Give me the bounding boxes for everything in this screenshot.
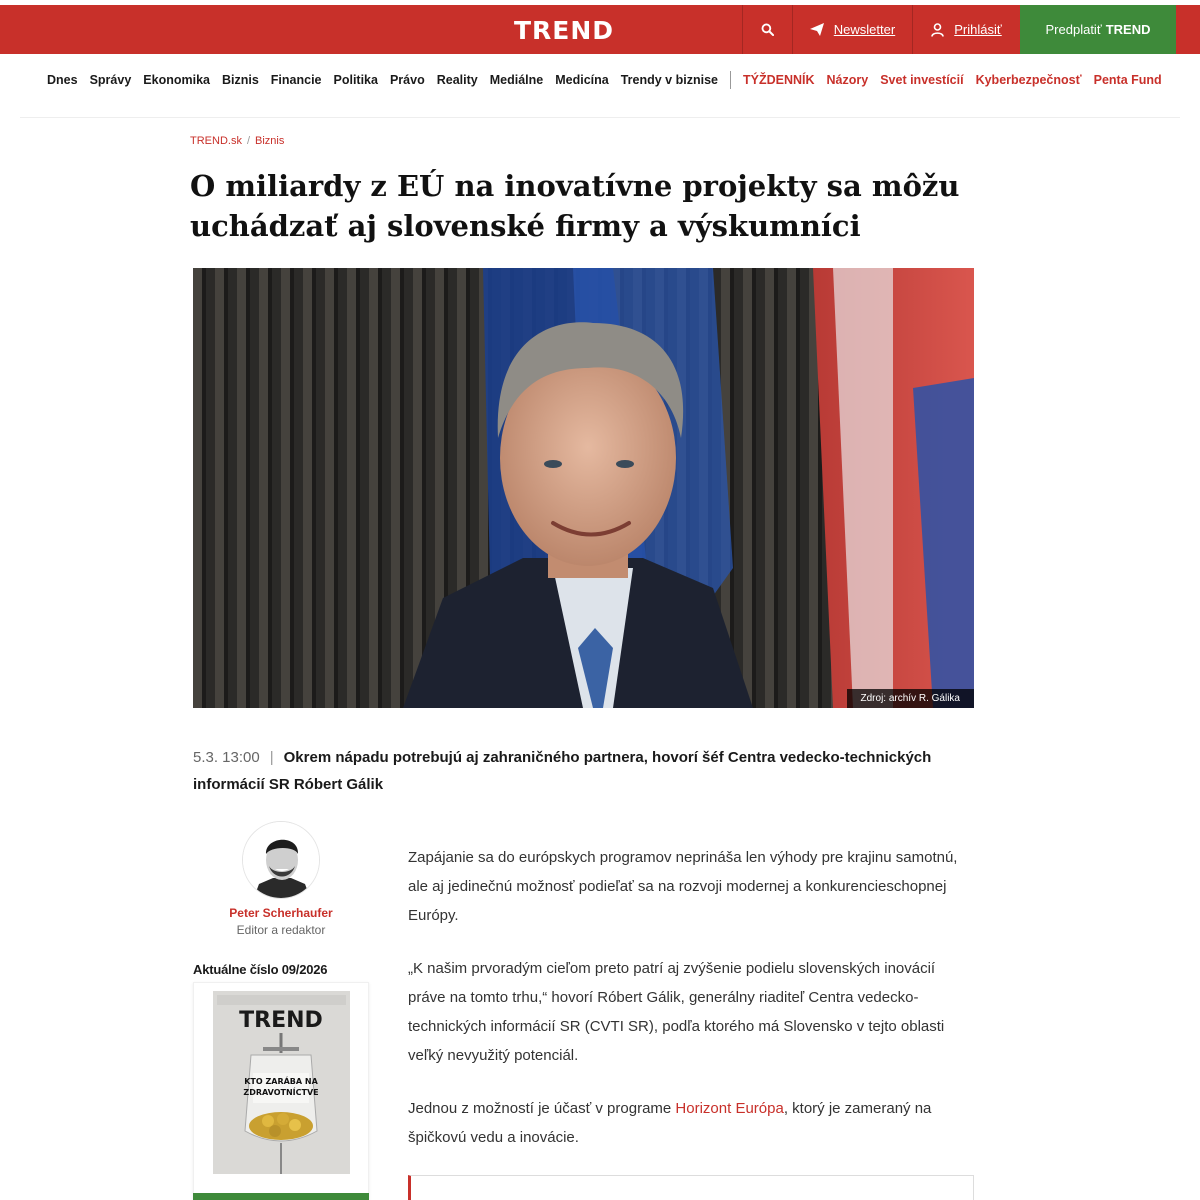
issue-cover[interactable]: [213, 991, 350, 1174]
article-title: O miliardy z EÚ na inovatívne projekty sa môžu uchádzať aj slovenské firmy a výskumníci: [190, 169, 960, 243]
author-avatar[interactable]: [242, 821, 320, 899]
search-button[interactable]: [742, 5, 792, 54]
subscribe-brand: TREND: [1105, 22, 1151, 37]
breadcrumb-home[interactable]: TREND.sk: [190, 135, 242, 147]
subscribe-button[interactable]: [1020, 5, 1176, 54]
current-issue-title: Aktuálne číslo 09/2026: [193, 962, 328, 977]
horizont-europa-link[interactable]: Horizont Európa: [675, 1100, 784, 1117]
article-paragraph-3: [408, 1094, 968, 1152]
newsletter-label: Newsletter: [833, 22, 896, 37]
magazine-cover-image: [213, 991, 350, 1174]
nav-item-financie[interactable]: Financie: [270, 73, 322, 87]
embedded-box: [408, 1175, 974, 1200]
cover-logo: TREND: [239, 1008, 323, 1033]
portrait-photo: [193, 268, 974, 708]
author-role: Editor a redaktor: [236, 923, 326, 937]
main-nav: [47, 71, 1174, 89]
top-bar: [0, 5, 1200, 54]
nav-item-medicina[interactable]: Medicína: [555, 73, 609, 87]
site-logo[interactable]: TREND: [514, 16, 615, 45]
author-name[interactable]: Peter Scherhaufer: [229, 906, 333, 920]
nav-divider-line: [20, 117, 1180, 118]
nav-divider: [730, 71, 731, 89]
nav-item-politika[interactable]: Politika: [333, 73, 378, 87]
author-portrait: [243, 822, 320, 899]
cover-headline-2: ZDRAVOTNÍCTVE: [243, 1088, 319, 1097]
nav-item-svet-investicii[interactable]: Svet investícií: [880, 73, 964, 87]
photo-caption: Zdroj: archív R. Gálika: [847, 689, 974, 708]
nav-item-dnes[interactable]: Dnes: [47, 73, 78, 87]
nav-item-kyberbezpecnost[interactable]: Kyberbezpečnosť: [975, 73, 1082, 87]
newsletter-link[interactable]: [792, 5, 912, 54]
article-lead: 5.3. 13:00 | Okrem nápadu potrebujú aj zahraničného partnera, hovorí šéf Centra vedecko-technických informácií SR Róbert Gálik: [193, 749, 932, 793]
nav-item-biznis[interactable]: Biznis: [221, 73, 259, 87]
nav-item-medialne[interactable]: Mediálne: [489, 73, 544, 87]
nav-item-penta-fund[interactable]: Penta Fund: [1093, 73, 1162, 87]
article-paragraph-2: „K našim prvoradým cieľom preto patrí aj zvýšenie podielu slovenských inovácií práve na tomto trhu,“ hovorí Róbert Gálik, generálny riaditeľ Centra vedecko-technických informácií SR (CVTI SR), podľa ktorého má Slovensko v tejto oblasti veľký nevyužitý potenciál.: [408, 960, 945, 1064]
nav-item-reality[interactable]: Reality: [436, 73, 478, 87]
breadcrumb-section[interactable]: Biznis: [255, 135, 285, 147]
lead-text: Okrem nápadu potrebujú aj zahraničného partnera, hovorí šéf Centra vedecko-technických informácií SR Róbert Gálik: [193, 749, 932, 793]
login-link[interactable]: [912, 5, 1020, 54]
paper-plane-icon: [810, 23, 824, 36]
user-icon: [931, 23, 944, 37]
subscribe-prefix: Predplatiť: [1045, 22, 1102, 37]
cover-headline-1: KTO ZARÁBA NA: [244, 1077, 318, 1086]
breadcrumb: TREND.sk / Biznis: [190, 135, 285, 147]
nav-item-trendy-v-biznise[interactable]: Trendy v biznise: [620, 73, 718, 87]
nav-item-pravo[interactable]: Právo: [389, 73, 425, 87]
nav-item-spravy[interactable]: Správy: [89, 73, 132, 87]
login-label: Prihlásiť: [954, 22, 1002, 37]
nav-item-nazory[interactable]: Názory: [826, 73, 869, 87]
article-paragraph-1: Zapájanie sa do európskych programov neprináša len výhody pre krajinu samotnú, ale aj jedinečnú možnosť podieľať sa na rozvoji modernej a konkurencieschopnej Európy.: [408, 849, 958, 924]
nav-item-tyzdennik[interactable]: TÝŽDENNÍK: [742, 73, 815, 87]
article-hero-photo: [193, 268, 974, 708]
publish-date: 5.3. 13:00: [193, 749, 260, 766]
paragraph-3-text-start: Jednou z možností je účasť v programe: [408, 1100, 676, 1117]
paragraph-3-text-end: , ktorý je zameraný na špičkovú vedu a inovácie.: [408, 1100, 932, 1146]
search-icon: [761, 23, 774, 36]
issue-cover-accent: [193, 1193, 369, 1200]
nav-item-ekonomika[interactable]: Ekonomika: [143, 73, 210, 87]
